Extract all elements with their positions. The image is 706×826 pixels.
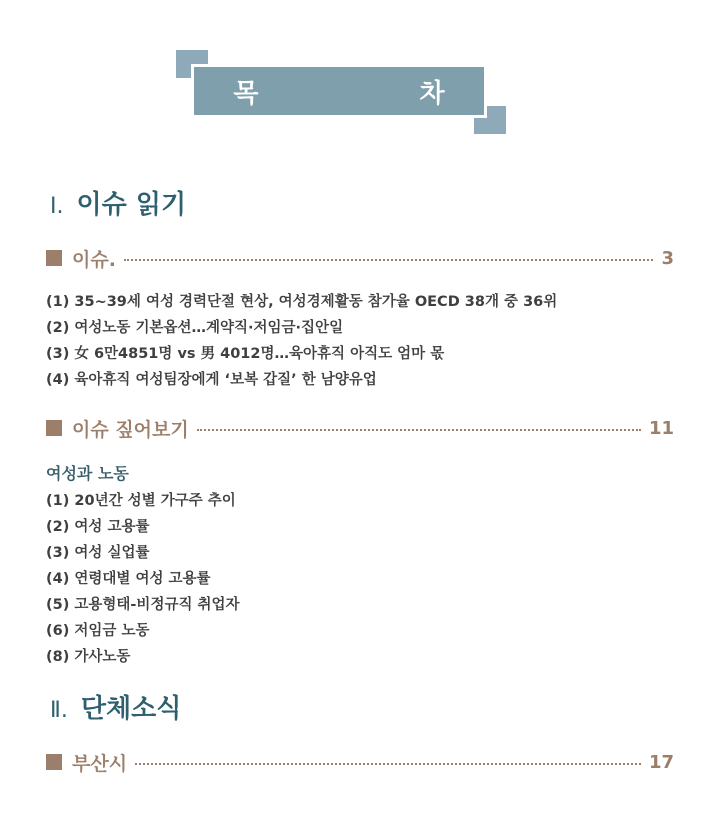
dot-leader xyxy=(124,259,654,261)
section-number: Ⅱ. xyxy=(50,698,68,723)
toc-entry-label: 이슈 짚어보기 xyxy=(72,418,189,441)
list-item[interactable]: (1) 35~39세 여성 경력단절 현상, 여성경제활동 참가율 OECD 38개 중 36위 xyxy=(46,294,558,310)
toc-entry-issue[interactable] xyxy=(46,244,674,272)
toc-page-number: 11 xyxy=(648,417,674,439)
title-banner xyxy=(191,64,521,118)
section-heading xyxy=(50,184,186,221)
toc-entry-issue-review[interactable] xyxy=(46,414,674,442)
list-item[interactable]: (2) 여성 고용률 xyxy=(46,519,150,535)
issue-item-list xyxy=(46,289,557,393)
dot-leader xyxy=(135,763,641,765)
group-title: 여성과 노동 xyxy=(46,464,129,483)
section-title: 이슈 읽기 xyxy=(76,190,187,220)
list-item[interactable]: (5) 고용형태-비정규직 취업자 xyxy=(46,597,240,613)
toc-page-number: 3 xyxy=(661,247,674,269)
toc-entry-label: 이슈. xyxy=(72,248,116,271)
toc-entry-label: 부산시 xyxy=(72,752,128,775)
list-item[interactable]: (2) 여성노동 기본옵션…계약직·저임금·집안일 xyxy=(46,320,344,336)
list-item[interactable]: (8) 가사노동 xyxy=(46,649,131,665)
toc-page-number: 17 xyxy=(648,751,674,773)
toc-title-box xyxy=(176,50,521,134)
review-item-list xyxy=(46,488,240,670)
section-title: 단체소식 xyxy=(80,694,182,724)
square-bullet-icon xyxy=(46,250,62,266)
list-item[interactable]: (4) 연령대별 여성 고용률 xyxy=(46,571,211,587)
section-number: Ⅰ. xyxy=(50,194,64,219)
list-item[interactable]: (4) 육아휴직 여성팀장에게 ‘보복 갑질’ 한 남양유업 xyxy=(46,372,377,388)
dot-leader xyxy=(197,429,641,431)
square-bullet-icon xyxy=(46,754,62,770)
page-title: 목 차 xyxy=(233,78,521,109)
list-item[interactable]: (1) 20년간 성별 가구주 추이 xyxy=(46,493,236,509)
square-bullet-icon xyxy=(46,420,62,436)
toc-entry-busan[interactable] xyxy=(46,748,674,776)
list-item[interactable]: (3) 女 6만4851명 vs 男 4012명…육아휴직 아직도 엄마 몫 xyxy=(46,346,445,362)
section-heading xyxy=(50,688,181,725)
list-item[interactable]: (6) 저임금 노동 xyxy=(46,623,150,639)
list-item[interactable]: (3) 여성 실업률 xyxy=(46,545,150,561)
